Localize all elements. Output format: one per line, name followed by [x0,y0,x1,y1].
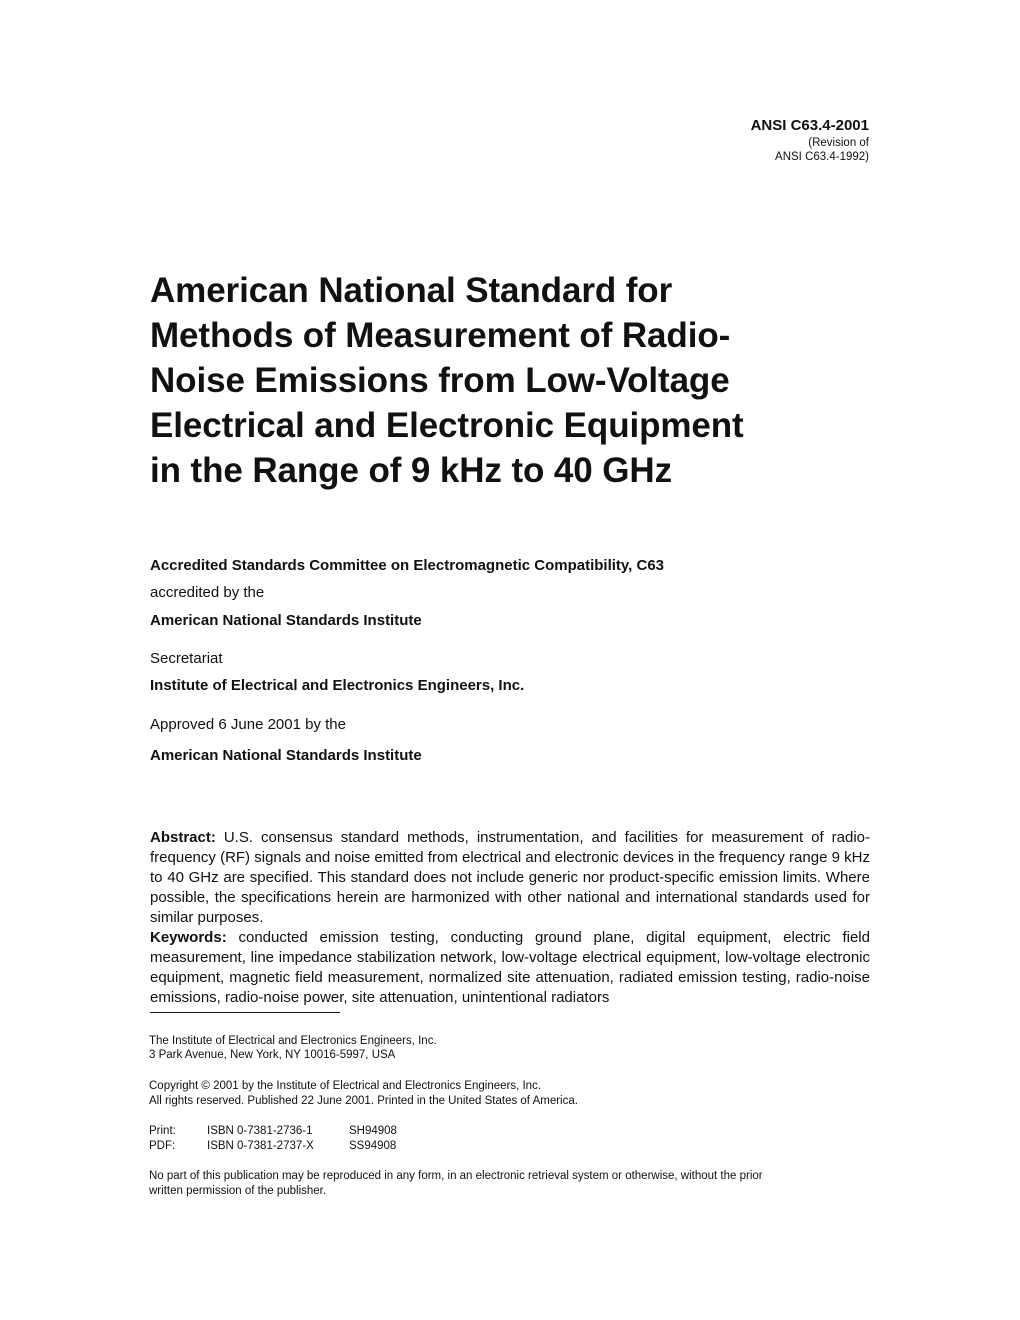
keywords-paragraph [150,928,870,1008]
standard-number: ANSI C63.4-2001 [750,117,869,134]
isbn-pdf-label: PDF: [149,1140,176,1152]
isbn-print-code: SH94908 [349,1125,397,1137]
isbn-print-number: ISBN 0-7381-2736-1 [207,1125,313,1137]
rights-line: All rights reserved. Published 22 June 2001. Printed in the United States of America. [149,1095,578,1107]
divider-rule [150,1012,340,1013]
standard-designation [751,116,869,164]
publisher-address: 3 Park Avenue, New York, NY 10016-5997, USA [149,1049,396,1061]
abstract-section [150,828,870,1008]
copyright-line: Copyright © 2001 by the Institute of Electrical and Electronics Engineers, Inc. [149,1080,542,1092]
approving-body: American National Standards Institute [150,747,422,764]
keywords-text: conducted emission testing, conducting ground plane, digital equipment, electric field measurement, line impedance stabilization network, low-voltage electrical equipment, low-voltage electronic equipment, magnetic field measurement, normalized site attenuation, radiated emission testing, radio-noise emissions, radio-noise power, site attenuation, unintentional radiators [150,929,870,1006]
abstract-label: Abstract: [150,829,216,846]
committee-name: Accredited Standards Committee on Electromagnetic Compatibility, C63 [150,557,664,574]
abstract-paragraph [150,828,870,928]
reproduction-notice-cont: written permission of the publisher. [149,1185,327,1197]
isbn-pdf-code: SS94908 [349,1140,397,1152]
abstract-text: U.S. consensus standard methods, instrumentation, and facilities for measurement of radio-frequency (RF) signals and noise emitted from electrical and electronic devices in the frequency range 9 kHz to 40 GHz are specified. This standard does not include generic nor product-specific emission limits. Where possible, the specifications herein are harmonized with other national and international standards used for similar purposes. [150,829,870,926]
revision-line-2: ANSI C63.4-1992) [775,151,869,163]
keywords-label: Keywords: [150,929,227,946]
title-line: Methods of Measurement of Radio- [150,316,731,355]
isbn-pdf-number: ISBN 0-7381-2737-X [207,1140,314,1152]
isbn-print-label: Print: [149,1125,176,1137]
title-line: in the Range of 9 kHz to 40 GHz [150,451,672,490]
title-line: Electrical and Electronic Equipment [150,406,744,445]
secretariat-label: Secretariat [150,650,223,667]
accredited-by-text: accredited by the [150,584,265,601]
title-line: Noise Emissions from Low-Voltage [150,361,730,400]
title-line: American National Standard for [150,271,673,310]
reproduction-notice: No part of this publication may be reproduced in any form, in an electronic retrieval system or otherwise, without the prior [149,1170,763,1182]
document-title [150,268,870,493]
revision-line-1: (Revision of [808,137,869,149]
approval-text: Approved 6 June 2001 by the [150,716,346,733]
accrediting-body: American National Standards Institute [150,612,422,629]
publisher-name: The Institute of Electrical and Electronics Engineers, Inc. [149,1035,437,1047]
secretariat-name: Institute of Electrical and Electronics Engineers, Inc. [150,677,525,694]
